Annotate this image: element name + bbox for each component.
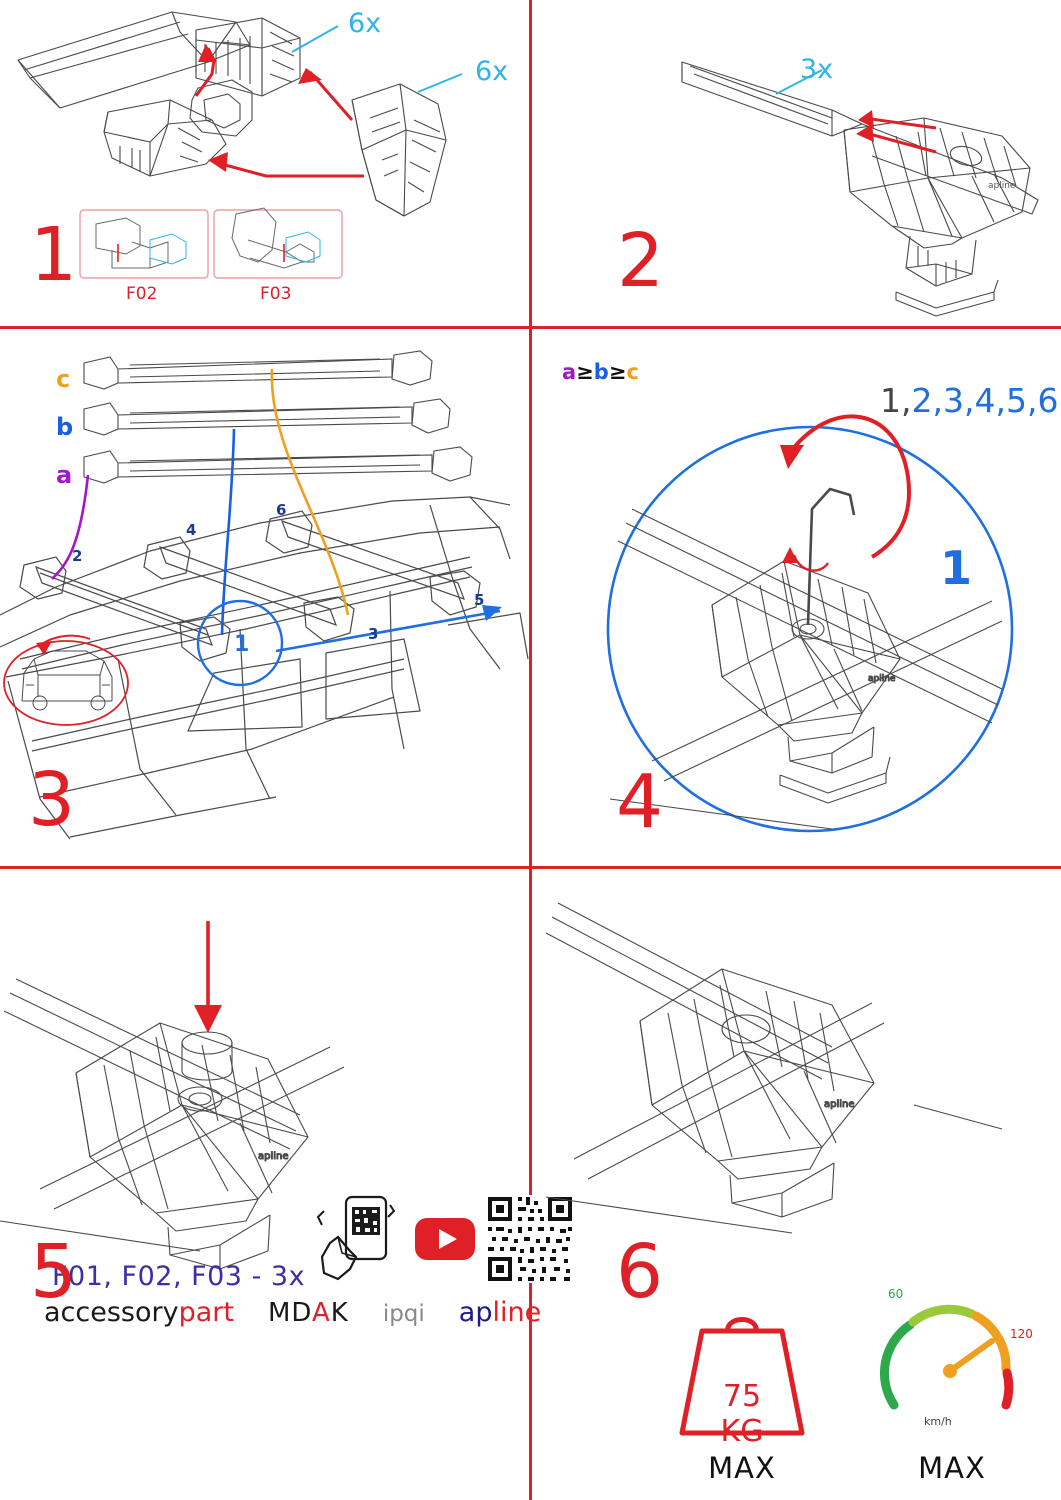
step4-sequence — [880, 381, 1058, 420]
step4-label-one: 1 — [940, 541, 973, 595]
brand-ipqi: ipqi — [382, 1301, 425, 1327]
step4-sequence-rest: 2,3,4,5,6 — [911, 381, 1059, 420]
brand-mdak-post: K — [330, 1298, 349, 1328]
rule-b: b — [593, 360, 609, 384]
brand-apline-accent: line — [492, 1297, 542, 1328]
step-number-2: 2 — [617, 218, 663, 304]
step3-bar-label-c: c — [56, 365, 71, 393]
step5-parts-label: F01, F02, F03 - 3x — [52, 1261, 306, 1292]
step3-bar-label-b: b — [56, 413, 74, 441]
panel-step-4 — [532, 329, 1061, 866]
brand-mdak-accent: A — [311, 1298, 331, 1328]
svg-text:apline: apline — [258, 1151, 289, 1162]
step3-callout-3: 3 — [368, 625, 379, 643]
step2-artwork — [532, 0, 1061, 326]
rule-c: c — [626, 360, 639, 384]
step6-artwork — [532, 869, 1061, 1269]
speed-max-label: MAX — [918, 1451, 986, 1485]
brand-accessorypart-red: part — [178, 1297, 234, 1328]
step5-artwork — [0, 869, 529, 1269]
rule-op-2: ≥ — [608, 360, 627, 384]
panel-step-5 — [0, 869, 542, 1500]
svg-text:apline: apline — [824, 1099, 855, 1110]
speed-unit-label: km/h — [924, 1415, 952, 1428]
step-number-4: 4 — [616, 759, 662, 845]
brand-apline — [459, 1299, 541, 1326]
speed-limit-icon — [880, 1297, 1024, 1437]
step3-callout-4: 4 — [186, 521, 197, 539]
youtube-icon[interactable] — [414, 1217, 476, 1261]
step3-bar-label-a: a — [56, 461, 73, 489]
step1-variant-f03: F03 — [260, 284, 292, 304]
panel-step-2 — [532, 0, 1061, 326]
panel-step-6 — [532, 869, 1061, 1500]
panel-step-1 — [0, 0, 529, 326]
step1-artwork — [0, 0, 529, 326]
rule-a: a — [562, 360, 577, 384]
step-number-3: 3 — [28, 757, 74, 843]
svg-text:apline: apline — [988, 181, 1016, 191]
step3-callout-6: 6 — [276, 501, 287, 519]
step1-qty-top: 6x — [348, 8, 382, 39]
brand-mdak — [268, 1300, 349, 1326]
step-number-5: 5 — [30, 1229, 76, 1315]
weight-max-label: MAX — [708, 1451, 776, 1485]
step1-qty-right: 6x — [475, 56, 509, 87]
step-number-1: 1 — [30, 212, 76, 298]
brand-row — [44, 1299, 541, 1326]
panel-step-3 — [0, 329, 529, 866]
brand-mdak-pre: MD — [267, 1298, 312, 1328]
step3-callout-5: 5 — [474, 591, 485, 609]
brand-apline-pre: ap — [458, 1297, 493, 1328]
step-number-6: 6 — [616, 1229, 662, 1315]
speed-tick-60: 60 — [888, 1287, 904, 1301]
brand-accessorypart-dark: accessory — [44, 1297, 179, 1328]
step3-circle-label: 1 — [234, 632, 250, 657]
step4-sequence-first: 1, — [880, 381, 912, 420]
step2-qty: 3x — [800, 54, 834, 85]
phone-scan-icon — [316, 1195, 396, 1291]
step3-callout-2: 2 — [72, 547, 83, 565]
rule-op-1: ≥ — [576, 360, 594, 384]
step1-variant-f02: F02 — [126, 284, 158, 304]
weight-value: 75 KG — [720, 1379, 764, 1449]
speed-tick-120: 120 — [1010, 1327, 1033, 1341]
step3-artwork — [0, 329, 529, 866]
svg-text:apline: apline — [868, 674, 896, 684]
